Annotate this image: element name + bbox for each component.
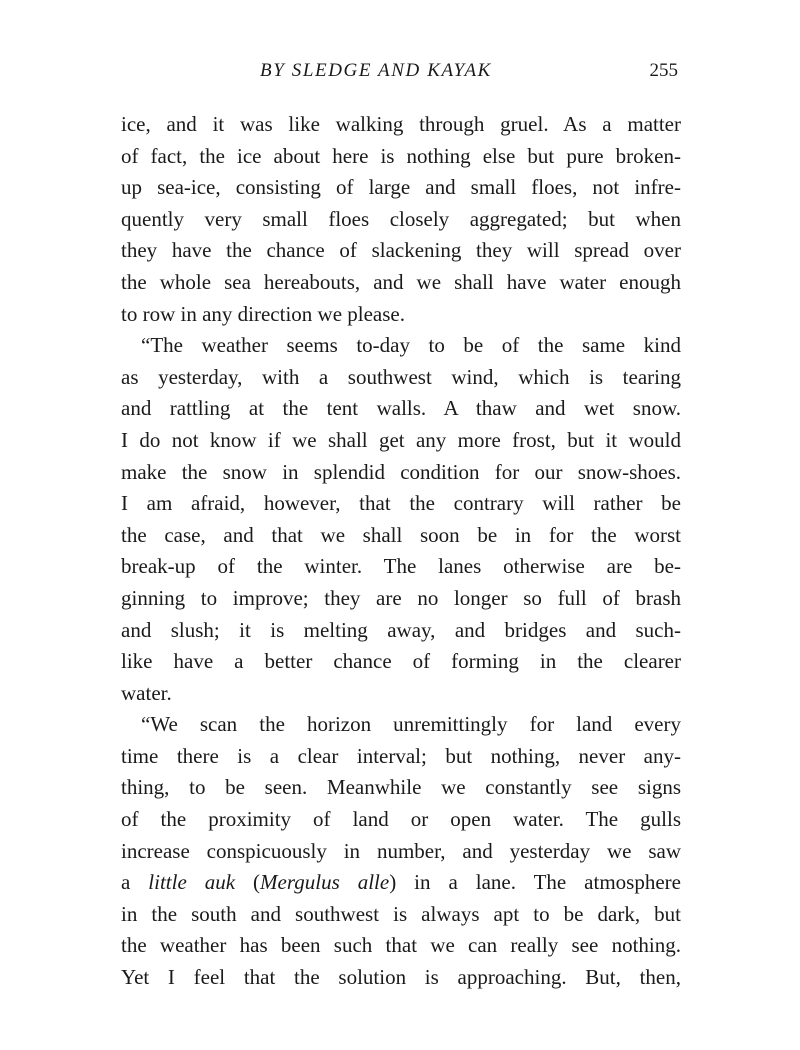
text-line: a little auk (Mergulus alle) in a lane. The atmosphere xyxy=(121,870,681,895)
text-line: they have the chance of slackening they will spread over xyxy=(121,238,681,263)
text-line: and slush; it is melting away, and bridges and such- xyxy=(121,617,681,642)
text-line: I am afraid, however, that the contrary will rather be xyxy=(121,491,681,516)
text-line: of fact, the ice about here is nothing else but pure broken- xyxy=(121,143,681,168)
text-line: time there is a clear interval; but nothing, never any- xyxy=(121,743,681,768)
text-line: “The weather seems to-day to be of the same kind xyxy=(141,333,681,358)
text-line: ginning to improve; they are no longer so full of brash xyxy=(121,585,681,610)
text-line: of the proximity of land or open water. The gulls xyxy=(121,807,681,832)
text-line: like have a better chance of forming in the clearer xyxy=(121,649,681,674)
text-line: as yesterday, with a southwest wind, which is tearing xyxy=(121,364,681,389)
text-line: up sea-ice, consisting of large and small floes, not infre- xyxy=(121,175,681,200)
text-line: break-up of the winter. The lanes otherwise are be- xyxy=(121,554,681,579)
text-line: in the south and southwest is always apt to be dark, but xyxy=(121,901,681,926)
text-line: make the snow in splendid condition for our snow-shoes. xyxy=(121,459,681,484)
text-line: thing, to be seen. Meanwhile we constantly see signs xyxy=(121,775,681,800)
text-line: increase conspicuously in number, and yesterday we saw xyxy=(121,838,681,863)
text-line: water. xyxy=(121,680,172,705)
text-line: the case, and that we shall soon be in for the worst xyxy=(121,522,681,547)
text-line: “We scan the horizon unremittingly for land every xyxy=(141,712,681,737)
text-line: to row in any direction we please. xyxy=(121,301,405,326)
text-line: I do not know if we shall get any more frost, but it would xyxy=(121,427,681,452)
text-line: the whole sea hereabouts, and we shall have water enough xyxy=(121,269,681,294)
body-text xyxy=(121,109,681,994)
text-line: ice, and it was like walking through gruel. As a matter xyxy=(121,112,681,136)
text-line: the weather has been such that we can really see nothing. xyxy=(121,933,681,958)
text-line: Yet I feel that the solution is approaching. But, then, xyxy=(121,965,681,990)
page-number: 255 xyxy=(649,60,678,81)
running-head xyxy=(120,56,680,86)
running-title: BY SLEDGE AND KAYAK xyxy=(260,60,492,81)
text-line: quently very small floes closely aggregated; but when xyxy=(121,206,681,231)
text-line: and rattling at the tent walls. A thaw and wet snow. xyxy=(121,396,681,421)
